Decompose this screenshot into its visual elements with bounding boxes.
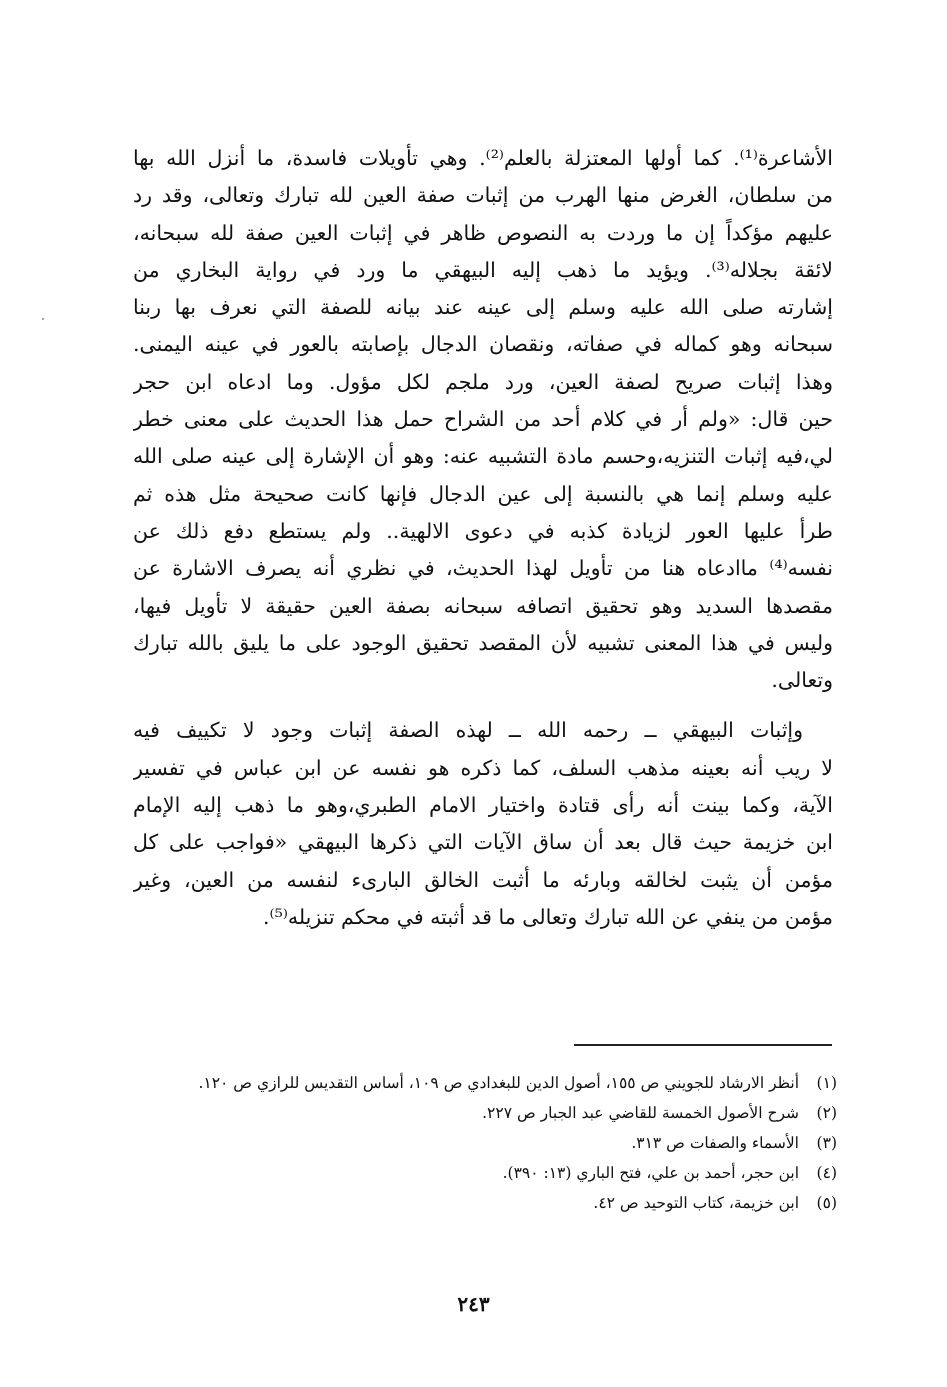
footnote-number: (٤) — [816, 1164, 837, 1182]
footnote — [135, 1098, 837, 1128]
text-line: ابن خزيمة حيث قال بعد أن ساق الآيات التي ذكرها البيهقي «فواجب على كل — [133, 830, 833, 855]
main-text — [133, 140, 833, 936]
text-line: عليهم مؤكداً إن ما وردت به النصوص ظاهر في إثبات العين صفة لله سبحانه، — [133, 220, 833, 245]
text-line: حين قال: «ولم أر في كلام أحد من الشراح حمل هذا الحديث على معنى خطر — [133, 407, 833, 432]
text-line: عليه وسلم إنما هي بالنسبة إلى عين الدجال فإنها كانت صحيحة مثل هذه ثم — [133, 481, 833, 506]
footnote — [135, 1188, 837, 1218]
footnote-number: (٢) — [816, 1104, 837, 1122]
footnote-text: ابن حجر، أحمد بن علي، فتح الباري (١٣: ٣٩٠). — [502, 1164, 799, 1182]
paragraph-1 — [133, 140, 833, 699]
text-line: وتعالى. — [771, 668, 833, 693]
text-line: من سلطان، الغرض منها الهرب من إثبات صفة العين لله تبارك وتعالى، وقد رد — [133, 183, 833, 208]
text-line: وليس في هذا المعنى تشبيه لأن المقصد تحقيق الوجود على ما يليق بالله تبارك — [133, 630, 833, 655]
footnote-text: الأسماء والصفات ص ٣١٣. — [631, 1134, 799, 1152]
footnote-separator — [574, 1044, 832, 1046]
footnotes — [135, 1068, 837, 1218]
text-line: وإثبات البيهقي ــ رحمه الله ــ لهذه الصفة إثبات وجود لا تكييف فيه — [133, 718, 803, 743]
text-line: لي،فيه إثبات التنزيه،وحسم مادة التشبيه عنه: وهو أن الإشارة إلى عينه صلى الله — [133, 444, 833, 469]
footnote-number: (٣) — [816, 1134, 837, 1152]
text-line: الآية، وكما بينت أنه رأى قتادة واختيار الامام الطبري،وهو ما ذهب إليه الإمام — [133, 793, 833, 818]
footnote-text: ابن خزيمة، كتاب التوحيد ص ٤٢. — [593, 1194, 799, 1212]
text-line: مؤمن أن يثبت لخالقه وبارئه ما أثبت الخالق البارىء لنفسه من العين، وغير — [133, 867, 833, 892]
footnote-number: (١) — [816, 1074, 837, 1092]
text-line: مقصدها السديد وهو تحقيق اتصافه سبحانه بصفة العين حقيقة لا تأويل فيها، — [133, 593, 833, 618]
footnote — [135, 1068, 837, 1098]
text-line: لا ريب أنه بعينه مذهب السلف، كما ذكره هو نفسه عن ابن عباس في تفسير — [133, 755, 833, 780]
paragraph-2 — [133, 712, 833, 936]
footnote — [135, 1158, 837, 1188]
text-line: لائقة بجلاله⁽³⁾. ويؤيد ما ذهب إليه البيهقي ما ورد في رواية البخاري من — [133, 257, 833, 282]
page-number: ٢٤٣ — [457, 1292, 490, 1316]
text-line: وهذا إثبات صريح لصفة العين، ورد ملجم لكل مؤول. وما ادعاه ابن حجر — [133, 369, 833, 394]
text-line: إشارته صلى الله عليه وسلم إلى عينه عند بيانه للصفة التي نعرف بها ربنا — [133, 295, 833, 320]
paragraph-gap — [133, 699, 833, 712]
scan-speck — [42, 318, 44, 320]
text-line: طرأ عليها العور لزيادة كذبه في دعوى الالهية.. ولم يستطع دفع ذلك عن — [133, 518, 833, 543]
text-line: مؤمن من ينفي عن الله تبارك وتعالى ما قد أثبته في محكم تنزيله⁽⁵⁾. — [263, 904, 833, 929]
footnote-number: (٥) — [816, 1194, 837, 1212]
text-line: نفسه⁽⁴⁾ ماادعاه هنا من تأويل لهذا الحديث، في نظري أنه يصرف الاشارة عن — [133, 556, 833, 581]
text-line: الأشاعرة⁽¹⁾. كما أولها المعتزلة بالعلم⁽²⁾. وهي تأويلات فاسدة، ما أنزل الله بها — [133, 146, 833, 170]
footnote-text: شرح الأصول الخمسة للقاضي عبد الجبار ص ٢٢٧. — [482, 1104, 799, 1122]
footnote-text: أنظر الارشاد للجويني ص ١٥٥، أصول الدين للبغدادي ص ١٠٩، أساس التقديس للرازي ص ١٢٠. — [198, 1074, 799, 1092]
text-line: سبحانه وهو كماله في صفاته، ونقصان الدجال بإصابته بالعور في عينه اليمنى. — [133, 332, 833, 357]
footnote — [135, 1128, 837, 1158]
